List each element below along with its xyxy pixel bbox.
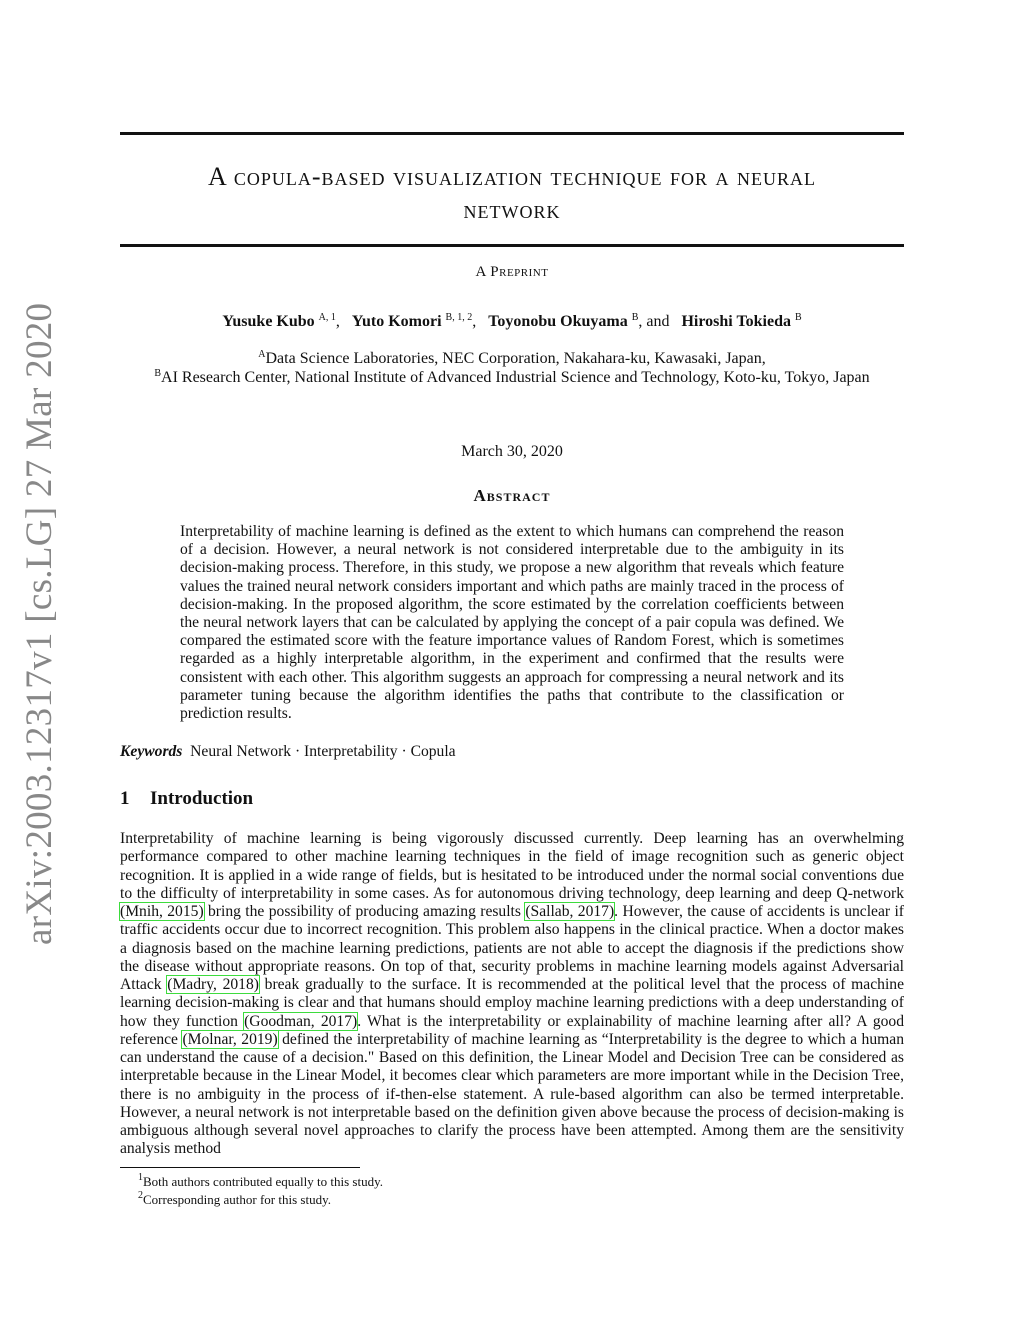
title-line-1: A copula-based visualization technique for a neural	[208, 162, 816, 191]
author-affiliation-mark: B, 1, 2	[445, 312, 473, 323]
author-affiliation-mark: B	[631, 312, 639, 323]
title-bottom-rule	[120, 244, 904, 247]
affiliation-text: AI Research Center, National Institute of Advanced Industrial Science and Technology, Koto-ku, Tokyo, Japan	[161, 369, 870, 386]
author-name: Yusuke Kubo	[222, 313, 315, 330]
author-name: Toyonobu Okuyama	[488, 313, 628, 330]
section-heading	[120, 788, 253, 810]
citation-link[interactable]: (Molnar, 2019)	[182, 1030, 278, 1048]
body-text: . What is the interpretability or explainability of machine learning after all? A good reference	[120, 1012, 905, 1048]
affiliations	[0, 349, 1024, 387]
author-list	[0, 313, 1024, 331]
affiliation	[0, 368, 1024, 387]
footnote-mark: 2	[138, 1190, 143, 1201]
author-separator: ,	[472, 313, 485, 330]
author-name: Yuto Komori	[351, 313, 442, 330]
footnote-text: Both authors contributed equally to this study.	[143, 1174, 383, 1189]
author-affiliation-mark: A, 1	[318, 312, 336, 323]
footnote	[138, 1192, 331, 1208]
citation-link[interactable]: (Madry, 2018)	[167, 976, 259, 993]
citation-link[interactable]: (Goodman, 2017)	[244, 1012, 358, 1030]
affiliation-mark: A	[258, 349, 266, 360]
footnote-mark: 1	[138, 1172, 143, 1183]
affiliation-mark: B	[154, 368, 162, 379]
keywords-label: Keywords	[120, 743, 183, 760]
affiliation-text: Data Science Laboratories, NEC Corporation, Nakahara-ku, Kawasaki, Japan,	[265, 350, 766, 367]
body-text: bring the possibility of producing amazing results	[203, 903, 526, 920]
body-text: Interpretability of machine learning is being vigorously discussed currently. Deep learning has an overwhelming performance compared to other machine learning techniques in the field of image recognition such as generic object recognition. It is applied in a wide range of fields, but is hesitated to be introduced under the normal social conventions due to the difficulty of interpretability in some cases. As for autonomous driving technology, deep learning and deep Q-network	[120, 830, 904, 902]
arxiv-stamp: arXiv:2003.12317v1 [cs.LG] 27 Mar 2020	[19, 302, 60, 945]
citation-link[interactable]: (Sallab, 2017)	[525, 903, 615, 920]
preprint-label: A Preprint	[475, 264, 549, 280]
abstract-heading: Abstract	[473, 486, 551, 505]
citation-link[interactable]: (Mnih, 2015)	[120, 903, 204, 920]
section-number: 1	[120, 788, 130, 809]
title-top-rule	[120, 132, 904, 135]
keywords-list: Neural Network · Interpretability · Copula	[190, 743, 456, 760]
footnote-rule	[120, 1167, 360, 1168]
section-title: Introduction	[150, 788, 254, 809]
author-separator: , and	[638, 313, 678, 330]
footnote-text: Corresponding author for this study.	[143, 1192, 331, 1207]
author-affiliation-mark: B	[795, 312, 802, 323]
paper-title	[120, 160, 904, 226]
intro-paragraph	[120, 830, 904, 1159]
body-text: . However, the cause of accidents is unclear if traffic accidents occur due to incorrect recognition. This problem also happens in the clinical practice. When a doctor makes a diagnosis based on the machine learning predictions, patients are not able to accept the diagnosis if the predictions show the disease without appropriate reasons. On top of that, security problems in machine learning models against Adversarial Attack	[120, 903, 904, 993]
title-line-2: network	[463, 195, 561, 224]
body-text: break gradually to the surface. It is recommended at the political level that the process of machine learning decision-making is clear and that humans should employ machine learning predictions with a deep understanding of how they function	[120, 976, 905, 1030]
body-text: defined the interpretability of machine learning as “Interpretability is the degree to which a human can understand the cause of a decision." Based on this definition, the Linear Model and Decision Tree can be considered as interpretable because in the Linear Model, it becomes clear which parameters are more important while in the Decision Tree, there is no ambiguity in the process of if-then-else statement. A rule-based algorithm can also be termed interpretable. However, a neural network is not interpretable based on the definition given above because the process of decision-making is ambiguous although several novel approaches to clarify the process have been attempted. Among them are the sensitivity analysis method	[120, 1030, 904, 1158]
author-name: Hiroshi Tokieda	[681, 313, 791, 330]
author-separator: ,	[335, 313, 348, 330]
paper-date: March 30, 2020	[461, 443, 563, 460]
affiliation	[0, 349, 1024, 368]
abstract-text: Interpretability of machine learning is defined as the extent to which humans can comprehend the reason of a decision. However, a neural network is not considered interpretable due to the ambiguity in its decision-making process. Therefore, in this study, we propose a new algorithm that reveals which feature values the trained neural network considers important and which paths are mainly traced in the process of decision-making. In the proposed algorithm, the score estimated by the correlation coefficients between the neural network layers that can be calculated by applying the concept of a pair copula was defined. We compared the estimated score with the feature importance values of Random Forest, which is sometimes regarded as a highly interpretable algorithm, in the experiment and confirmed that the results were consistent with each other. This algorithm suggests an approach for compressing a neural network and its parameter tuning because the algorithm identifies the paths that contribute to the classification or prediction results.	[180, 523, 844, 723]
footnote	[138, 1174, 383, 1190]
keywords	[120, 743, 456, 761]
